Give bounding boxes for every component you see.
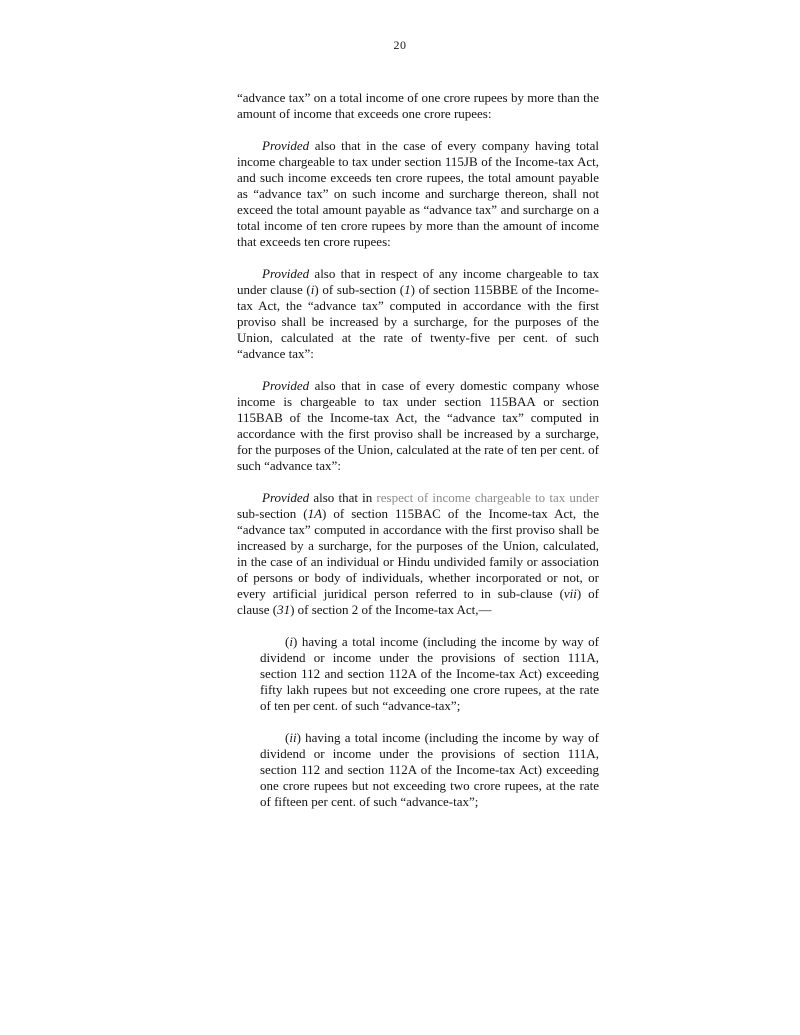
muted-text-run: respect of income chargeable to tax under — [376, 490, 599, 505]
text-run: ( — [285, 730, 290, 745]
document-body — [237, 90, 599, 826]
text-run: ) of section 115BBE of the Income-tax Act, the “advance tax” computed in accordance with the first proviso shall be increased by a surcharge, for the purposes of the Union, calculated at the rate of twenty-five per cent. of such “advance tax”: — [237, 282, 599, 361]
paragraph — [237, 90, 599, 122]
text-run: “advance tax” on a total income of one crore rupees by more than the amount of income that exceeds one crore rupees: — [237, 90, 599, 121]
sub-clause-paragraph — [260, 634, 599, 714]
italic-text-run: i — [310, 282, 315, 297]
text-run: ) having a total income (including the income by way of dividend or income under the provisions of section 111A, section 112 and section 112A of the Income-tax Act) exceeding fifty lakh rupees but not exceeding one crore rupees, at the rate of ten per cent. of such “advance-tax”; — [260, 634, 599, 713]
paragraph — [237, 266, 599, 362]
italic-text-run: Provided — [262, 138, 310, 153]
text-run: ) of clause ( — [237, 586, 599, 617]
text-run: ) of section 2 of the Income-tax Act,— — [290, 602, 492, 617]
text-run: ) of sub-section ( — [314, 282, 405, 297]
paragraph — [237, 490, 599, 618]
text-run: also that in the case of every company having total income chargeable to tax under section 115JB of the Income-tax Act, and such income exceeds ten crore rupees, the total amount payable as “advance tax” on such income and surcharge thereon, shall not exceed the total amount payable as “advance tax” and surcharge on a total income of ten crore rupees by more than the amount of income that exceeds ten crore rupees: — [237, 138, 599, 249]
text-run: also that in respect of any income chargeable to tax under clause ( — [237, 266, 599, 297]
paragraph — [237, 378, 599, 474]
text-run: also that in — [309, 490, 377, 505]
italic-text-run: 31 — [277, 602, 291, 617]
italic-text-run: i — [289, 634, 293, 649]
italic-text-run: vii — [563, 586, 577, 601]
sub-clause-paragraph — [260, 730, 599, 810]
italic-text-run: Provided — [262, 378, 310, 393]
italic-text-run: ii — [289, 730, 297, 745]
text-run: ) having a total income (including the income by way of dividend or income under the provisions of section 111A, section 112 and section 112A of the Income-tax Act) exceeding one crore rupees but not exceeding two crore rupees, at the rate of fifteen per cent. of such “advance-tax”; — [260, 730, 599, 809]
text-run: ( — [285, 634, 290, 649]
text-run: ) of section 115BAC of the Income-tax Act, the “advance tax” computed in accordance with the first proviso shall be increased by a surcharge, for the purposes of the Union, calculated, in the case of an individual or Hindu undivided family or association of persons or body of individuals, whether incorporated or not, or every artificial juridical person referred to in sub-clause ( — [237, 506, 599, 601]
italic-text-run: Provided — [262, 266, 310, 281]
italic-text-run: 1A — [307, 506, 323, 521]
page-number: 20 — [393, 38, 407, 52]
italic-text-run: Provided — [262, 490, 310, 505]
italic-text-run: 1 — [404, 282, 411, 297]
paragraph — [237, 138, 599, 250]
text-run: sub-section ( — [237, 506, 308, 521]
text-run: also that in case of every domestic company whose income is chargeable to tax under section 115BAA or section 115BAB of the Income-tax Act, the “advance tax” computed in accordance with the first proviso shall be increased by a surcharge, for the purposes of the Union, calculated at the rate of ten per cent. of such “advance tax”: — [237, 378, 599, 473]
